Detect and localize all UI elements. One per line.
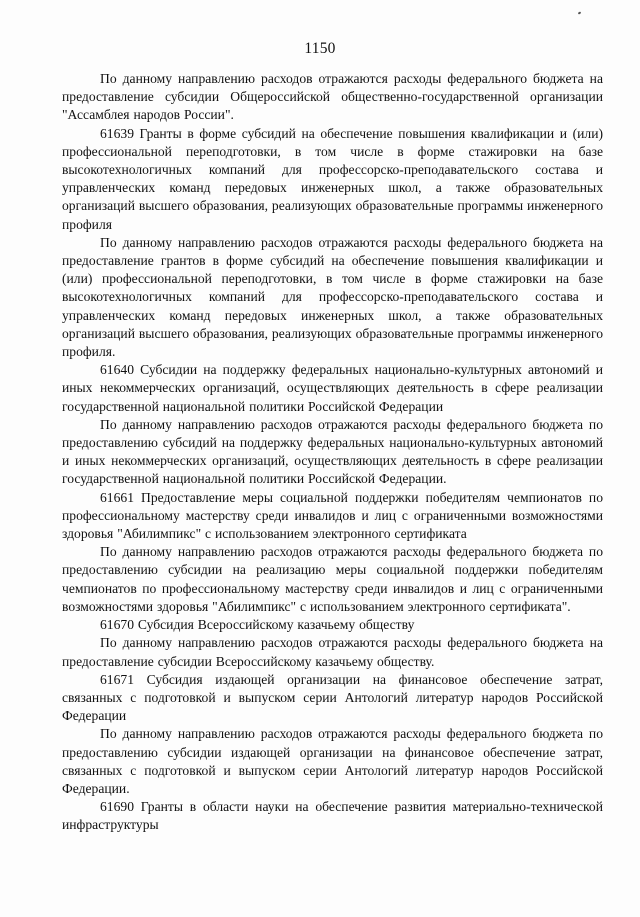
paragraph-code-61640-title: 61640 Субсидии на поддержку федеральных национально-культурных автономий и иных некоммерческих организаций, осуществляющих деятельность в сфере реализации государственной национальной политики Российской Федерации bbox=[62, 362, 603, 414]
paragraph-code-61671-title: 61671 Субсидия издающей организации на финансовое обеспечение затрат, связанных с подготовкой и выпуском серии Антологий литератур народов Российской Федерации bbox=[62, 671, 603, 724]
page-number: 1150 bbox=[304, 40, 336, 57]
paragraph-code-61670-title: 61670 Субсидия Всероссийскому казачьему обществу bbox=[100, 617, 415, 633]
paragraph-direction-description: По данному направлению расходов отражаются расходы федерального бюджета на предоставление субсидии Всероссийскому казачьему обществу. bbox=[62, 635, 603, 669]
paragraph-code-61661-title: 61661 Предоставление меры социальной поддержки победителям чемпионатов по профессиональному мастерству среди инвалидов и лиц с ограниченными возможностями здоровья "Абилимпикс" с использованием электронного сертификата bbox=[62, 489, 603, 542]
document-body bbox=[62, 70, 603, 835]
paragraph-direction-description: По данному направлению расходов отражаются расходы федерального бюджета по предоставлению субсидии на реализацию меры социальной поддержки победителям чемпионатов по профессиональному мастерству среди инвалидов и лиц с ограниченными возможностями здоровья "Абилимпикс" с использованием электронного сертификата". bbox=[62, 544, 603, 614]
paragraph-direction-description: По данному направлению расходов отражаются расходы федерального бюджета на предоставление субсидии Общероссийской общественно-государственной организации "Ассамблея народов России". bbox=[62, 71, 603, 123]
paragraph-direction-description: По данному направлению расходов отражаются расходы федерального бюджета по предоставлению субсидии издающей организации на финансовое обеспечение затрат, связанных с подготовкой и выпуском серии Антологий литератур народов Российской Федерации. bbox=[62, 726, 603, 796]
paragraph-direction-description: По данному направлению расходов отражаются расходы федерального бюджета на предоставление грантов в форме субсидий на обеспечение повышения квалификации и (или) профессиональной переподготовки, в том числе в форме стажировки на базе высокотехнологичных компаний для профессорско-преподавательского состава и управленческих команд передовых инженерных школ, а также образовательных организаций высшего образования, реализующих образовательные программы инженерного профиля. bbox=[62, 234, 603, 360]
paragraph-code-61690-title: 61690 Гранты в области науки на обеспечение развития материально-технической инфраструктуры bbox=[62, 799, 603, 833]
scan-speck bbox=[578, 11, 582, 14]
paragraph-direction-description: По данному направлению расходов отражаются расходы федерального бюджета по предоставлению субсидий на поддержку федеральных национально-культурных автономий и иных некоммерческих организаций, осуществляющих деятельность в сфере реализации государственной национальной политики Российской Федерации. bbox=[62, 416, 603, 487]
paragraph-code-61639-title: 61639 Гранты в форме субсидий на обеспечение повышения квалификации и (или) профессиональной переподготовки, в том числе в форме стажировки на базе высокотехнологичных компаний для профессорско-преподавательского состава и управленческих команд передовых инженерных школ, а также образовательных организаций высшего образования, реализующих образовательные программы инженерного профиля bbox=[62, 125, 603, 232]
